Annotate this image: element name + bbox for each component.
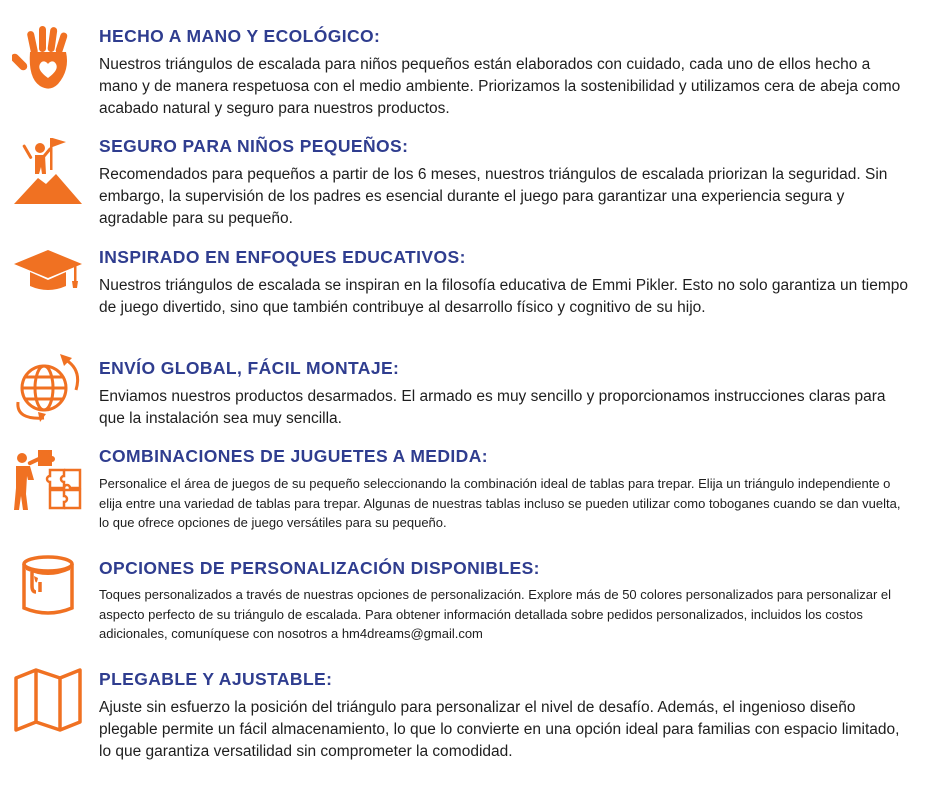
feature-title: HECHO A MANO Y ECOLÓGICO: <box>99 26 381 46</box>
feature-title: INSPIRADO EN ENFOQUES EDUCATIVOS: <box>99 247 466 267</box>
feature-description: Nuestros triángulos de escalada para niños pequeños están elaborados con cuidado, cada uno de ellos hecho a mano y de manera respetuosa con el medio ambiente. Priorizamos la sostenibilidad y utilizamos cera de abeja como acabado natural y seguro para nuestros productos. <box>99 56 901 117</box>
climber-flag-icon <box>12 134 84 206</box>
puzzle-person-icon <box>12 444 84 516</box>
hand-heart-icon <box>12 22 84 94</box>
feature-description: Ajuste sin esfuerzo la posición del triángulo para personalizar el nivel de desafío. Además, el ingenioso diseño plegable permite un fácil almacenamiento, lo que lo convierte en una opción ideal para familias con espacio limitado, lo que garantiza versatilidad sin comprometer la comodidad. <box>99 699 900 760</box>
feature-title: OPCIONES DE PERSONALIZACIÓN DISPONIBLES: <box>99 558 540 578</box>
globe-arrows-icon <box>12 350 84 422</box>
feature-title: SEGURO PARA NIÑOS PEQUEÑOS: <box>99 136 409 156</box>
feature-description: Personalice el área de juegos de su pequeño seleccionando la combinación ideal de tablas para trepar. Elija un triángulo independiente o elija entre una variedad de tablas para trepar. Algunas de nuestras tablas incluso se pueden utilizar como toboganes cuando se dan vuelta, lo que ofrece opciones de juego versátiles para su pequeño. <box>99 476 901 530</box>
feature-description: Toques personalizados a través de nuestras opciones de personalización. Explore más de 50 colores personalizados para personalizar el aspecto perfecto de su triángulo de escalada. Para obtener información detallada sobre pedidos personalizados, incluidos los costos adicionales, comuníquese con nosotros a hm4dreams@gmail.com <box>99 587 892 641</box>
feature-title: PLEGABLE Y AJUSTABLE: <box>99 669 333 689</box>
graduation-cap-icon <box>12 234 84 306</box>
feature-description: Recomendados para pequeños a partir de los 6 meses, nuestros triángulos de escalada priorizan la seguridad. Sin embargo, la supervisión de los padres es esencial durante el juego para garantizar una experiencia segura y agradable para su pequeño. <box>99 166 888 227</box>
feature-description: Nuestros triángulos de escalada se inspiran en la filosofía educativa de Emmi Pikler. Esto no solo garantiza un tiempo de juego divertido, sino que también contribuye al desarrollo físico y cognitivo de su hijo. <box>99 277 909 316</box>
feature-title: COMBINACIONES DE JUGUETES A MEDIDA: <box>99 446 488 466</box>
folded-map-icon <box>12 664 84 736</box>
feature-title: ENVÍO GLOBAL, FÁCIL MONTAJE: <box>99 358 400 378</box>
feature-description: Enviamos nuestros productos desarmados. El armado es muy sencillo y proporcionamos instrucciones claras para que la instalación sea muy sencilla. <box>99 388 886 427</box>
paint-bucket-icon <box>12 548 84 620</box>
